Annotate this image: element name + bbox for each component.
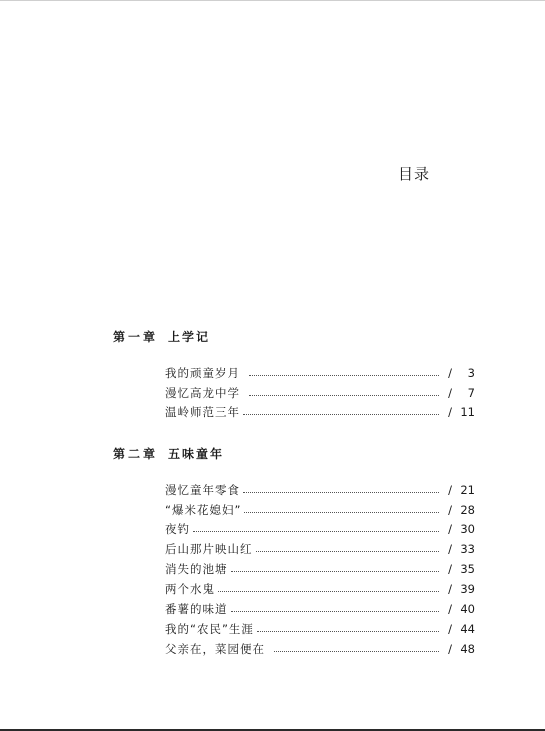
entry-page: 48 [460, 642, 475, 656]
entry-title: 后山那片映山红 [165, 542, 253, 556]
page-separator: / [448, 405, 452, 419]
dot-leader [231, 570, 440, 572]
page-separator: / [448, 522, 452, 536]
entry-page: 28 [460, 503, 475, 517]
entry-page: 21 [460, 483, 475, 497]
entry-page: 35 [460, 562, 475, 576]
page-separator: / [448, 542, 452, 556]
page-separator: / [448, 562, 452, 576]
chapter-heading [113, 445, 493, 462]
entry-page: 40 [460, 602, 475, 616]
toc-entry[interactable] [165, 540, 475, 558]
entry-title: 两个水鬼 [165, 582, 215, 596]
toc-entry[interactable] [165, 364, 475, 382]
entry-page: 7 [467, 386, 475, 400]
toc-entry[interactable] [165, 501, 475, 519]
dot-leader [243, 413, 439, 415]
toc-title: 目录 [398, 165, 431, 183]
toc-entry[interactable] [165, 580, 475, 598]
page-separator: / [448, 622, 452, 636]
dot-leader [243, 491, 439, 493]
entry-title: 温岭师范三年 [165, 405, 240, 419]
chapter-number: 第二章 [113, 447, 159, 461]
entry-title: 父亲在，菜园便在 [165, 642, 265, 656]
chapter-heading [113, 328, 493, 345]
toc-entry[interactable] [165, 520, 475, 538]
toc-entry[interactable] [165, 560, 475, 578]
entry-title: “爆米花媳妇” [165, 503, 242, 517]
dot-leader [249, 394, 439, 396]
entry-page: 30 [460, 522, 475, 536]
page-separator: / [448, 582, 452, 596]
chapter-name: 上学记 [168, 330, 211, 344]
entry-page: 39 [460, 582, 475, 596]
toc-entry[interactable] [165, 481, 475, 499]
page-separator: / [448, 602, 452, 616]
dot-leader [249, 374, 439, 376]
dot-leader [218, 590, 439, 592]
toc-entry[interactable] [165, 620, 475, 638]
top-rule [0, 0, 545, 1]
entry-title: 番薯的味道 [165, 602, 228, 616]
entry-title: 漫忆童年零食 [165, 483, 240, 497]
chapter-name: 五味童年 [168, 447, 225, 461]
page-separator: / [448, 366, 452, 380]
dot-leader [274, 650, 439, 652]
entry-title: 我的顽童岁月 [165, 366, 240, 380]
dot-leader [257, 630, 439, 632]
entry-page: 11 [460, 405, 475, 419]
page-separator: / [448, 503, 452, 517]
page-separator: / [448, 386, 452, 400]
chapter-number: 第一章 [113, 330, 159, 344]
toc-entry[interactable] [165, 640, 475, 658]
entry-title: 夜钓 [165, 522, 190, 536]
toc-entry[interactable] [165, 403, 475, 421]
entry-title: 漫忆高龙中学 [165, 386, 240, 400]
toc-entry[interactable] [165, 600, 475, 618]
dot-leader [231, 610, 440, 612]
entry-page: 33 [460, 542, 475, 556]
entry-page: 3 [467, 366, 475, 380]
dot-leader [193, 530, 439, 532]
entry-title: 我的“农民”生涯 [165, 622, 254, 636]
toc-entry[interactable] [165, 384, 475, 402]
page-separator: / [448, 483, 452, 497]
dot-leader [244, 511, 439, 513]
dot-leader [256, 550, 440, 552]
entry-title: 消失的池塘 [165, 562, 228, 576]
entry-page: 44 [460, 622, 475, 636]
page-separator: / [448, 642, 452, 656]
